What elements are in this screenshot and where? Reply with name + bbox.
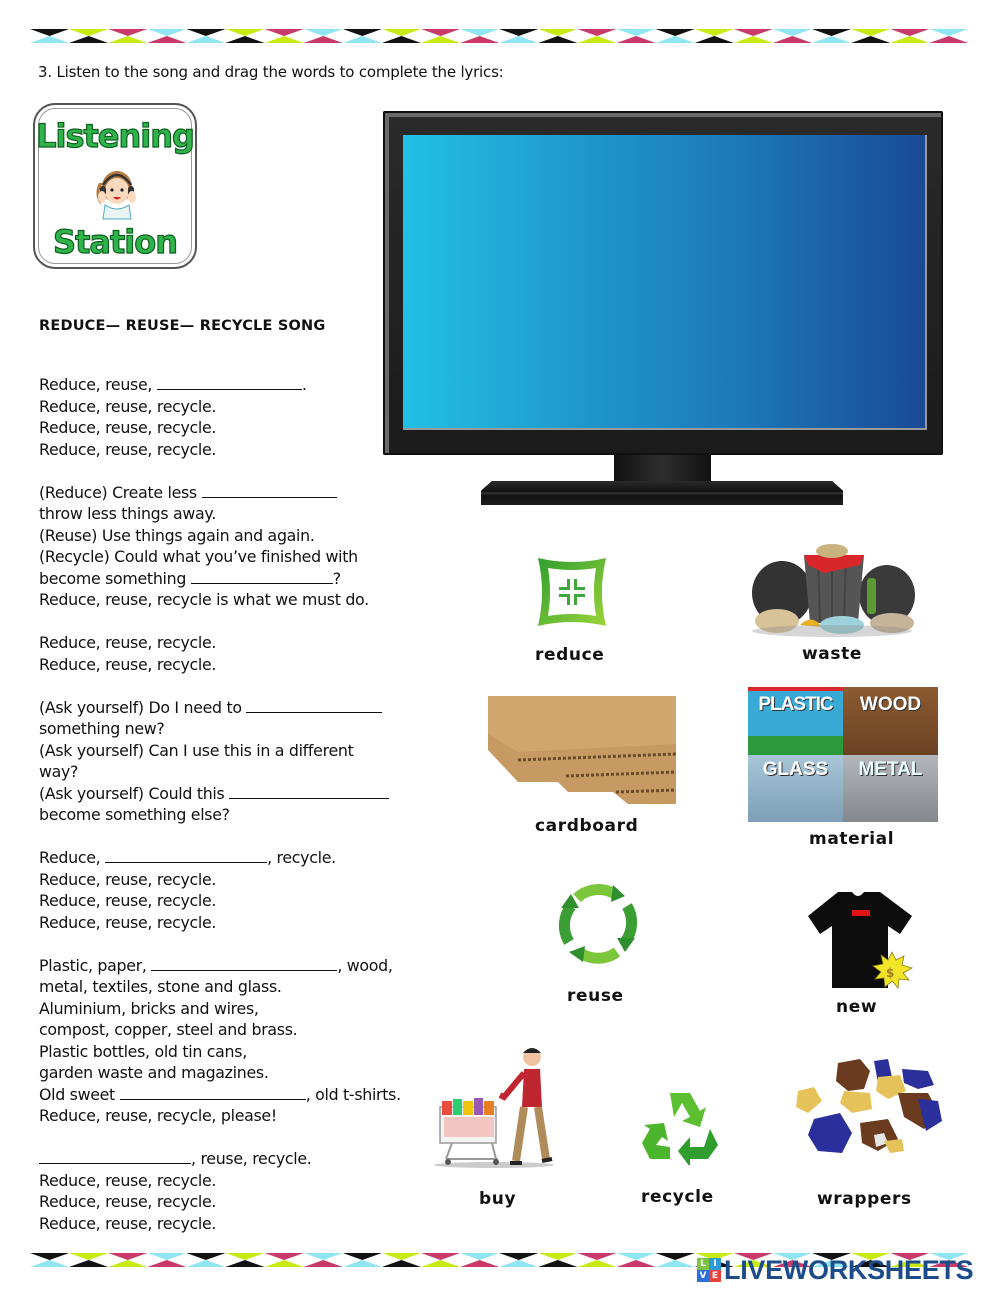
collage-plastic: PLASTIC bbox=[748, 687, 843, 755]
drop-blank-8[interactable] bbox=[120, 1085, 306, 1100]
girl-with-headphones-icon bbox=[87, 161, 145, 221]
lyric-text: Reduce, bbox=[39, 848, 106, 867]
lyric-line: Aluminium, bricks and wires, bbox=[39, 998, 259, 1018]
lyric-text: , reuse, recycle. bbox=[191, 1149, 312, 1168]
shopping-cart-man-icon bbox=[432, 1043, 556, 1169]
word-card-material[interactable] bbox=[748, 687, 940, 852]
word-card-label: reduce bbox=[535, 645, 605, 665]
collage-metal: METAL bbox=[843, 755, 938, 823]
logo-text-listening: Listening bbox=[36, 117, 194, 155]
lyric-line: Reduce, reuse, recycle. bbox=[39, 633, 217, 652]
lyric-line: Reduce, reuse, recycle. bbox=[39, 396, 217, 416]
word-card-new[interactable] bbox=[808, 888, 918, 1020]
drop-blank-6[interactable] bbox=[105, 848, 267, 863]
lyric-line: Reduce, reuse, recycle. bbox=[39, 654, 217, 674]
liveworksheets-brand[interactable] bbox=[697, 1255, 973, 1285]
lyric-line: metal, textiles, stone and glass. bbox=[39, 977, 282, 996]
lyric-text: , recycle. bbox=[267, 848, 336, 867]
lyric-line bbox=[39, 1148, 419, 1170]
decorative-border-top bbox=[30, 29, 968, 43]
circular-arrows-icon bbox=[555, 880, 641, 966]
word-card-reuse[interactable] bbox=[555, 878, 645, 1008]
compress-arrows-icon bbox=[532, 552, 612, 632]
candy-wrappers-icon bbox=[778, 1043, 968, 1173]
lyric-text: become something bbox=[39, 568, 191, 588]
lyric-line: (Ask yourself) Can I use this in a different bbox=[39, 740, 354, 760]
lyric-text: Plastic, paper, bbox=[39, 955, 152, 975]
lyric-line: garden waste and magazines. bbox=[39, 1063, 269, 1082]
tshirt-price-icon bbox=[808, 888, 916, 992]
lyric-line bbox=[39, 955, 419, 977]
lyrics-block bbox=[39, 374, 419, 1234]
tv-stand-base bbox=[481, 481, 843, 505]
logo-text-station: Station bbox=[53, 223, 177, 261]
garbage-pile-icon bbox=[752, 543, 918, 638]
lyric-text: (Reduce) Create less bbox=[39, 482, 202, 502]
song-title: REDUCE— REUSE— RECYCLE SONG bbox=[39, 318, 326, 334]
lyric-line: Reduce, reuse, recycle. bbox=[39, 1170, 217, 1190]
brand-text: LIVEWORKSHEETS bbox=[724, 1254, 974, 1285]
lyric-line: Reduce, reuse, recycle. bbox=[39, 869, 217, 889]
lyric-line: Reduce, reuse, recycle. bbox=[39, 912, 217, 932]
lyric-line bbox=[39, 847, 419, 869]
lyric-line: become something else? bbox=[39, 805, 230, 824]
collage-wood: WOOD bbox=[843, 687, 938, 755]
lyric-line bbox=[39, 374, 419, 396]
lyric-line bbox=[39, 1084, 419, 1106]
lyric-line bbox=[39, 783, 419, 805]
word-card-label: wrappers bbox=[817, 1189, 912, 1209]
collage-glass: GLASS bbox=[748, 755, 843, 823]
drop-blank-5[interactable] bbox=[229, 784, 389, 799]
lyric-line: throw less things away. bbox=[39, 504, 216, 523]
lyric-line bbox=[39, 482, 419, 504]
word-card-label: cardboard bbox=[535, 816, 639, 836]
lyric-text: Reduce, reuse, bbox=[39, 375, 157, 394]
lyric-line: Reduce, reuse, recycle. bbox=[39, 418, 217, 437]
lyric-text: (Ask yourself) Could this bbox=[39, 783, 230, 803]
word-card-label: new bbox=[836, 997, 878, 1017]
lyric-line: Reduce, reuse, recycle, please! bbox=[39, 1106, 277, 1125]
lyric-text: (Ask yourself) Do I need to bbox=[39, 697, 247, 717]
lyric-line bbox=[39, 568, 419, 590]
lyric-text: . bbox=[301, 375, 307, 394]
materials-collage-icon bbox=[748, 687, 938, 822]
video-player-screen[interactable] bbox=[403, 135, 927, 430]
word-card-label: recycle bbox=[641, 1187, 714, 1207]
word-card-label: waste bbox=[802, 644, 862, 664]
cardboard-sheets-icon bbox=[488, 692, 678, 804]
drop-blank-3[interactable] bbox=[191, 569, 333, 584]
lyric-line bbox=[39, 697, 419, 719]
lyric-line: Reduce, reuse, recycle. bbox=[39, 439, 217, 459]
drop-blank-1[interactable] bbox=[157, 375, 302, 390]
lyric-text: Old sweet bbox=[39, 1084, 120, 1104]
word-card-waste[interactable] bbox=[752, 543, 922, 668]
lyric-line: Reduce, reuse, recycle. bbox=[39, 891, 217, 910]
lyric-line: (Recycle) Could what you’ve finished with bbox=[39, 547, 358, 566]
lyric-line: Plastic bottles, old tin cans, bbox=[39, 1041, 247, 1061]
word-card-cardboard[interactable] bbox=[488, 692, 678, 842]
lyric-line: Reduce, reuse, recycle is what we must do. bbox=[39, 590, 369, 609]
listening-station-logo bbox=[33, 103, 197, 269]
lyric-line: Reduce, reuse, recycle. bbox=[39, 1192, 217, 1211]
lyric-text: ? bbox=[332, 568, 341, 588]
word-card-wrappers[interactable] bbox=[778, 1043, 968, 1213]
instruction-text: 3. Listen to the song and drag the words to complete the lyrics: bbox=[38, 63, 504, 81]
lyric-line: compost, copper, steel and brass. bbox=[39, 1020, 298, 1039]
lyric-line: way? bbox=[39, 762, 79, 781]
recycle-symbol-icon bbox=[640, 1085, 720, 1165]
lyric-text: , old t-shirts. bbox=[305, 1084, 401, 1104]
drop-blank-9[interactable] bbox=[39, 1149, 191, 1164]
word-card-label: material bbox=[809, 829, 895, 849]
svg-text:$: $ bbox=[886, 966, 895, 980]
word-card-reduce[interactable] bbox=[530, 548, 620, 670]
word-card-recycle[interactable] bbox=[636, 1085, 721, 1213]
lyric-line: (Reuse) Use things again and again. bbox=[39, 525, 315, 545]
word-card-label: buy bbox=[479, 1189, 517, 1209]
lyric-line: Reduce, reuse, recycle. bbox=[39, 1213, 217, 1233]
live-badge-icon: L I V E bbox=[697, 1258, 721, 1282]
drop-blank-4[interactable] bbox=[246, 698, 382, 713]
lyric-line: something new? bbox=[39, 719, 165, 738]
lyric-text: , wood, bbox=[337, 955, 393, 975]
word-card-label: reuse bbox=[567, 986, 624, 1006]
drop-blank-2[interactable] bbox=[202, 483, 337, 498]
drop-blank-7[interactable] bbox=[151, 956, 337, 971]
word-card-buy[interactable] bbox=[432, 1043, 557, 1213]
